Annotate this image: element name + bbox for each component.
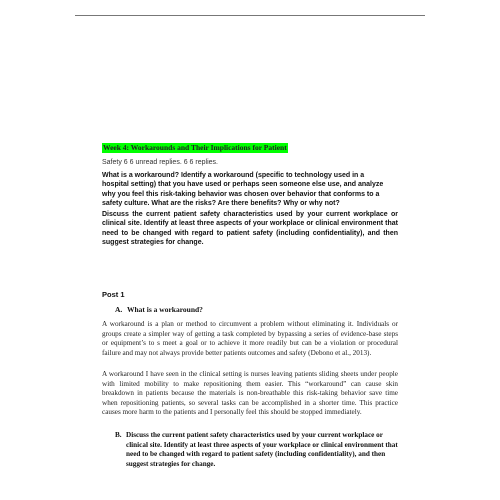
post-title: Post 1 — [102, 290, 125, 299]
prompt-question-2: Discuss the current patient safety characteristics used by your current workplace or clinical site. Identify at least three aspects of your workplace or clinical environment that need to be changed with regard to patient safety (including confidentiality), and then suggest strategies for change. — [102, 211, 398, 247]
section-b-heading — [115, 431, 400, 469]
paragraph-definition: A workaround is a plan or method to circumvent a problem without eliminating it. Individuals or groups create a simpler way of getting a task completed by bypassing a series of evidence-base steps or equipment’s to s meet a goal or to achieve it more readily but can be a violation or procedural failure and may not always provide better patients outcomes and safety (Debono et al., 2013). — [102, 320, 398, 357]
section-b-label: B. — [115, 431, 122, 439]
top-divider — [75, 15, 425, 16]
prompt-question-1: What is a workaround? Identify a workaround (specific to technology used in a hospital setting) that you have used or perhaps seen someone else use, and analyze why you feel this risk-taking behavior was chosen over behavior that conforms to a safety culture. What are the risks? Are there benefits? Why or why not? — [102, 172, 384, 208]
reply-count: Safety 6 6 unread replies. 6 6 replies. — [102, 159, 218, 166]
paragraph-example: A workaround I have seen in the clinical setting is nurses leaving patients sliding sheets under people with limited mobility to make repositioning them easier. This “workaround” can cause skin breakdown in patients because the materials is non-breathable this risk-taking behavior save time when repositioning patients, so several tasks can be accomplished in a shorter time. This practice causes more harm to the patients and I personally feel this should be stopped immediately. — [102, 370, 398, 417]
discussion-title: Week 4: Workarounds and Their Implications for Patient — [103, 143, 287, 152]
section-a-heading — [115, 305, 203, 314]
section-a-text: What is a workaround? — [127, 305, 203, 314]
section-b-text: Discuss the current patient safety characteristics used by your current workplace or clinical site. Identify at least three aspects of your workplace or clinical environment that need to be changed with regard to patient safety (including confidentiality), and then suggest strategies for change. — [126, 431, 398, 468]
section-a-label: A. — [115, 305, 123, 314]
